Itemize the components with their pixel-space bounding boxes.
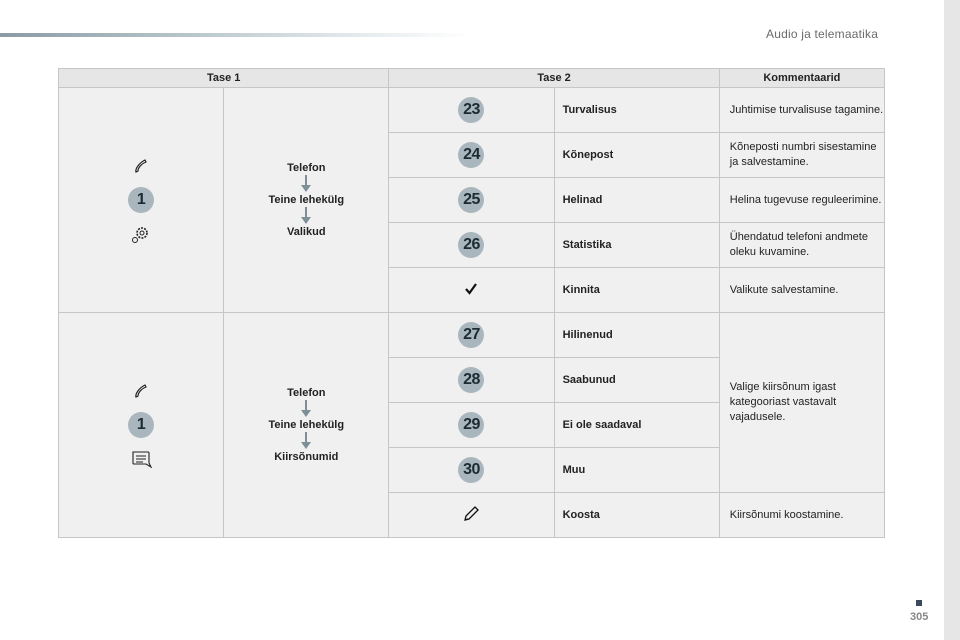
row-label: Koosta (554, 493, 719, 538)
level1-icon-cell (59, 313, 224, 538)
menu-step-1: Telefon (287, 162, 326, 174)
level1-menu-path (224, 88, 389, 313)
row-label: Ei ole saadaval (554, 403, 719, 448)
row-icon-cell (389, 493, 554, 538)
handset-icon (130, 380, 152, 402)
row-badge-cell (389, 403, 554, 448)
row-comment: Helina tugevuse reguleerimine. (719, 178, 884, 223)
level1-badge: 1 (128, 412, 154, 438)
row-badge: 24 (458, 142, 484, 168)
row-badge: 27 (458, 322, 484, 348)
menu-step-1: Telefon (287, 387, 326, 399)
menu-step-2: Teine lehekülg (268, 194, 345, 206)
row-label: Helinad (554, 178, 719, 223)
arrow-down-icon (301, 400, 311, 418)
merged-comment: Valige kiirsõnum igast kategooriast vastavalt vajadusele. (719, 313, 884, 493)
page-side-strip (944, 0, 960, 640)
arrow-down-icon (301, 207, 311, 225)
message-list-icon (130, 448, 152, 470)
row-comment: Valikute salvestamine. (719, 268, 884, 313)
header-level1: Tase 1 (59, 69, 389, 88)
row-comment: Kõneposti numbri sisestamine ja salvestamine. (719, 133, 884, 178)
header-level2: Tase 2 (389, 69, 719, 88)
row-badge-cell (389, 313, 554, 358)
row-badge-cell (389, 88, 554, 133)
header-accent-bar (0, 33, 470, 37)
page-marker (916, 600, 922, 606)
header-comments: Kommentaarid (719, 69, 884, 88)
row-icon-cell (389, 268, 554, 313)
row-comment: Ühendatud telefoni andmete oleku kuvamine. (719, 223, 884, 268)
row-badge-cell (389, 358, 554, 403)
menu-step-3: Valikud (287, 226, 326, 238)
row-badge-cell (389, 223, 554, 268)
checkmark-icon (464, 282, 478, 296)
pen-icon (462, 505, 480, 523)
row-label: Kõnepost (554, 133, 719, 178)
section-title: Audio ja telemaatika (766, 27, 879, 41)
row-label: Muu (554, 448, 719, 493)
table-row (59, 88, 885, 133)
row-badge: 30 (458, 457, 484, 483)
menu-step-2: Teine lehekülg (268, 419, 345, 431)
level1-badge: 1 (128, 187, 154, 213)
row-badge-cell (389, 133, 554, 178)
row-badge-cell (389, 178, 554, 223)
row-comment: Juhtimise turvalisuse tagamine. (719, 88, 884, 133)
page-number: 305 (910, 611, 929, 623)
table-row (59, 313, 885, 358)
row-badge: 29 (458, 412, 484, 438)
row-label: Turvalisus (554, 88, 719, 133)
row-comment: Kiirsõnumi koostamine. (719, 493, 884, 538)
row-label: Hilinenud (554, 313, 719, 358)
row-badge: 26 (458, 232, 484, 258)
level1-icon-cell (59, 88, 224, 313)
level1-menu-path (224, 313, 389, 538)
settings-gear-icon (130, 223, 152, 245)
arrow-down-icon (301, 175, 311, 193)
row-label: Kinnita (554, 268, 719, 313)
menu-table (58, 68, 885, 538)
handset-icon (130, 155, 152, 177)
arrow-down-icon (301, 432, 311, 450)
menu-step-3: Kiirsõnumid (274, 451, 339, 463)
row-badge: 28 (458, 367, 484, 393)
row-badge: 23 (458, 97, 484, 123)
row-label: Statistika (554, 223, 719, 268)
table-header-row (59, 69, 885, 88)
row-badge: 25 (458, 187, 484, 213)
row-label: Saabunud (554, 358, 719, 403)
row-badge-cell (389, 448, 554, 493)
